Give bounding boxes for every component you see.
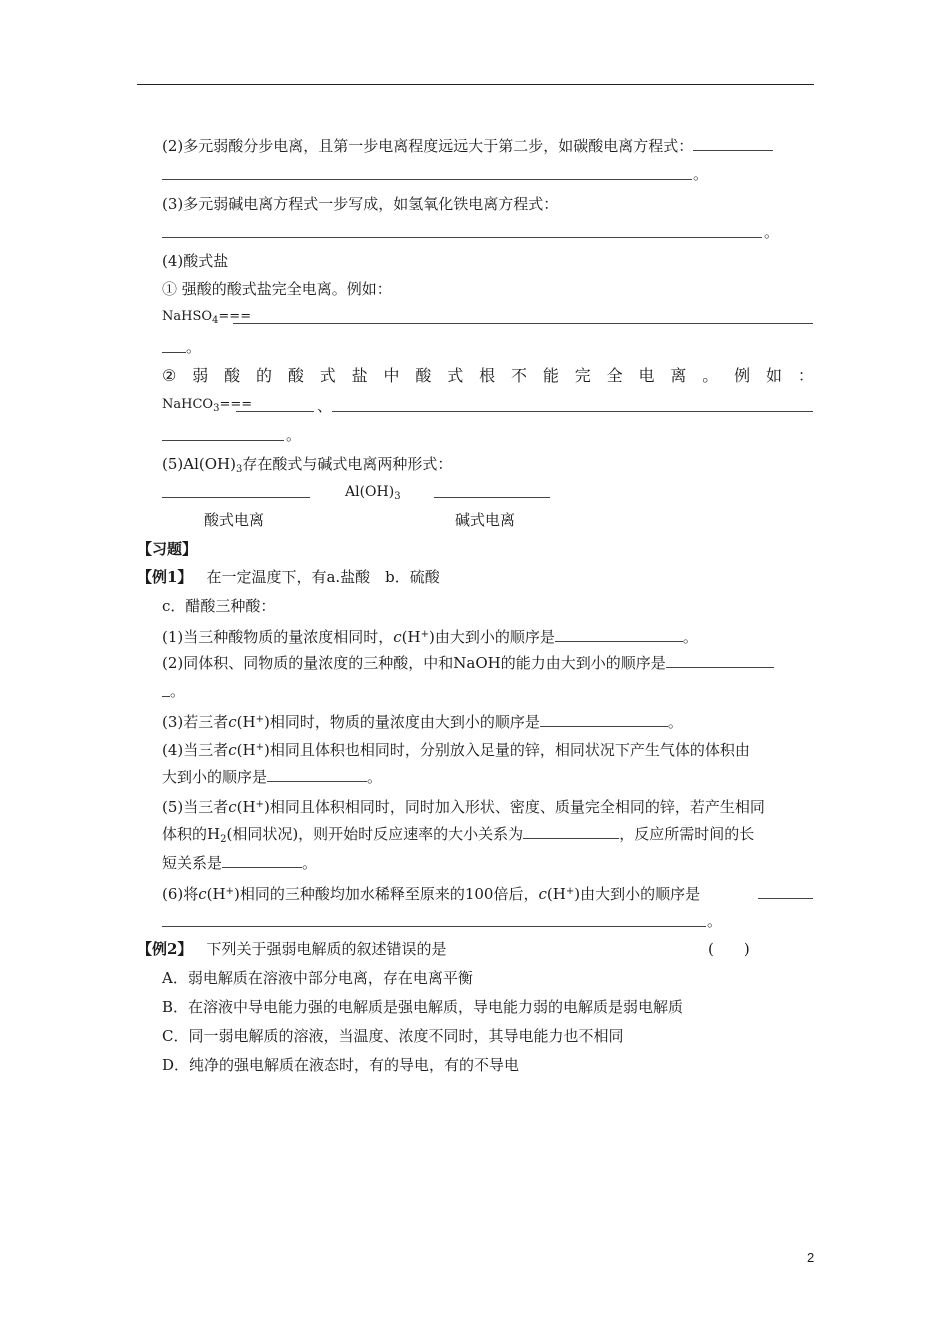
paren: ) [574, 885, 581, 903]
superscript: + [420, 629, 429, 640]
q5-text: (5)当三者 [162, 798, 229, 816]
example1-label: 【例1】 [137, 568, 193, 586]
answer-blank[interactable] [162, 179, 692, 180]
answer-blank[interactable] [236, 411, 314, 412]
q6-text: (6)将 [162, 885, 199, 903]
equals-sign: === [218, 309, 252, 324]
period: 。 [170, 682, 186, 700]
period: 。 [667, 713, 683, 731]
answer-blank[interactable] [222, 853, 302, 868]
h-ion: (H [236, 713, 256, 731]
c-italic: c [393, 628, 402, 646]
q5-text-c1: 体积的H [162, 825, 221, 843]
answer-blank[interactable] [758, 898, 813, 899]
example2-stem [137, 939, 446, 959]
period: 。 [693, 165, 709, 183]
answer-blank[interactable] [233, 323, 813, 324]
answer-blank[interactable] [162, 352, 186, 353]
example1-q2 [162, 653, 774, 673]
base-ionization-label: 碱式电离 [455, 511, 516, 529]
q6-text-c: 由大到小的顺序是 [580, 885, 701, 903]
char: 完 [574, 366, 591, 385]
para-2 [162, 136, 773, 156]
para-5 [162, 454, 452, 480]
q3-text: (3)若三者 [162, 713, 229, 731]
answer-blank[interactable] [540, 712, 668, 727]
paren: ) [233, 885, 240, 903]
para-3: (3)多元弱碱电离方程式一步写成，如氢氧化铁电离方程式： [162, 195, 559, 213]
char: 不 [510, 366, 527, 385]
q5-text-c2: (相同状况)，则开始时反应速率的大小关系为 [226, 825, 524, 843]
option-b[interactable]: B．在溶液中导电能力强的电解质是强电解质，导电能力弱的电解质是弱电解质 [162, 998, 684, 1016]
period: 。 [682, 628, 698, 646]
paren: ) [263, 741, 270, 759]
h-ion: (H [236, 798, 256, 816]
q1-text-b: 由大到小的顺序是 [434, 628, 555, 646]
char: ： [797, 366, 814, 385]
example2-label: 【例2】 [137, 940, 193, 958]
paren: ) [263, 713, 270, 731]
c-italic: c [538, 885, 547, 903]
superscript: + [225, 886, 234, 897]
c-italic: c [228, 798, 237, 816]
example1-intro-text: 在一定温度下，有a.盐酸 b．硫酸 [206, 568, 440, 586]
para-4-2 [162, 366, 814, 386]
subscript: 3 [213, 403, 220, 414]
acid-ionization-label: 酸式电离 [204, 511, 265, 529]
q1-text: (1)当三种酸物质的量浓度相同时， [162, 628, 394, 646]
answer-blank[interactable] [332, 411, 813, 412]
paren: ) [428, 628, 435, 646]
answer-blank[interactable] [162, 440, 284, 441]
para-4-1: ① 强酸的酸式盐完全电离。例如： [162, 280, 392, 298]
answer-blank[interactable] [434, 497, 550, 498]
answer-blank[interactable] [523, 824, 619, 839]
char: 如 [765, 366, 782, 385]
period: 。 [764, 223, 780, 241]
nahso4-equation [162, 307, 251, 331]
example1-q3 [162, 710, 683, 732]
char: 全 [606, 366, 623, 385]
option-a[interactable]: A．弱电解质在溶液中部分电离，存在电离平衡 [162, 969, 473, 987]
answer-blank[interactable] [162, 497, 310, 498]
char: 盐 [351, 366, 368, 385]
aloh-center [345, 482, 401, 507]
superscript: + [565, 886, 575, 897]
subscript: 4 [212, 315, 219, 326]
formula-aloh: Al(OH) [345, 484, 395, 500]
h-ion: (H [236, 741, 256, 759]
formula-nahso4: NaHSO [162, 309, 213, 324]
char: 式 [319, 366, 336, 385]
q2-text: (2)同体积、同物质的量浓度的三种酸，中和NaOH的能力由大到小的顺序是 [162, 654, 666, 672]
para-5-text: (5)Al(OH) [162, 455, 236, 473]
c-italic: c [228, 741, 237, 759]
example1-q5 [162, 795, 765, 817]
subscript: 3 [394, 491, 401, 502]
q6-text-b: 相同的三种酸均加水稀释至原来的100倍后， [239, 885, 539, 903]
page-number: 2 [807, 1250, 815, 1265]
equals-sign: === [219, 397, 253, 412]
char: 的 [255, 366, 272, 385]
answer-blank[interactable] [162, 926, 706, 927]
answer-blank[interactable] [162, 237, 762, 238]
char: 根 [479, 366, 496, 385]
para-2-text: (2)多元弱酸分步电离，且第一步电离程度远远大于第二步，如碳酸电离方程式： [162, 137, 694, 155]
subscript: 2 [220, 834, 227, 845]
q4-text: (4)当三者 [162, 741, 229, 759]
answer-blank[interactable] [267, 767, 367, 782]
example1-intro2: c．醋酸三种酸： [162, 597, 276, 615]
period: 。 [186, 338, 202, 356]
char: 中 [383, 366, 400, 385]
char: 酸 [287, 366, 304, 385]
para-4: (4)酸式盐 [162, 252, 229, 270]
h-ion: (H [401, 628, 421, 646]
q3-text-b: 相同时，物质的量浓度由大到小的顺序是 [269, 713, 540, 731]
example1-q5-end [162, 853, 317, 873]
superscript: + [255, 742, 264, 753]
nahco3-equation [162, 395, 252, 419]
q4-text-c: 大到小的顺序是 [162, 768, 268, 786]
char: 酸 [224, 366, 241, 385]
period: 。 [367, 768, 383, 786]
exercise-heading: 【习题】 [137, 540, 198, 558]
subscript: 3 [235, 464, 243, 475]
char: 式 [447, 366, 464, 385]
answer-blank[interactable] [666, 653, 774, 668]
para-5-rest: 存在酸式与碱式电离两种形式： [242, 455, 453, 473]
c-italic: c [228, 713, 237, 731]
period: 。 [286, 426, 302, 444]
example1-q6 [162, 882, 700, 904]
answer-blank[interactable] [693, 136, 773, 151]
char: 。 [702, 366, 719, 385]
example1-q4-cont [162, 767, 382, 787]
paren: ) [263, 798, 270, 816]
q5-text-b: 相同且体积相同时，同时加入形状、密度、质量完全相同的锌，若产生相同 [269, 798, 765, 816]
header-rule [137, 84, 814, 85]
separator: 、 [317, 397, 333, 415]
h-ion: (H [206, 885, 226, 903]
answer-blank[interactable] [162, 696, 170, 697]
char: 离 [670, 366, 687, 385]
char: 弱 [192, 366, 209, 385]
q5-text-c3: ，反应所需时间的长 [619, 825, 755, 843]
q5-text-d: 短关系是 [162, 854, 223, 872]
char: 能 [542, 366, 559, 385]
formula-nahco3: NaHCO [162, 397, 214, 412]
option-d[interactable]: D．纯净的强电解质在液态时，有的导电，有的不导电 [162, 1056, 520, 1074]
answer-parentheses[interactable]: ( ) [708, 940, 750, 958]
example2-stem-text: 下列关于强弱电解质的叙述错误的是 [206, 940, 447, 958]
period: 。 [302, 854, 318, 872]
example1-intro [137, 567, 440, 587]
example1-q4 [162, 738, 750, 760]
superscript: + [255, 714, 264, 725]
c-italic: c [198, 885, 207, 903]
q4-text-b: 相同且体积也相同时，分别放入足量的锌，相同状况下产生气体的体积由 [269, 741, 750, 759]
answer-blank[interactable] [555, 627, 683, 642]
example1-q5-cont [162, 824, 754, 850]
option-c[interactable]: C．同一弱电解质的溶液，当温度、浓度不同时，其导电能力也不相同 [162, 1027, 624, 1045]
char: 例 [734, 366, 751, 385]
h-ion: (H [546, 885, 566, 903]
char: 电 [638, 366, 655, 385]
period: 。 [707, 912, 723, 930]
char: 酸 [415, 366, 432, 385]
char: ② [162, 366, 177, 385]
example1-q1 [162, 625, 698, 647]
superscript: + [255, 799, 264, 810]
